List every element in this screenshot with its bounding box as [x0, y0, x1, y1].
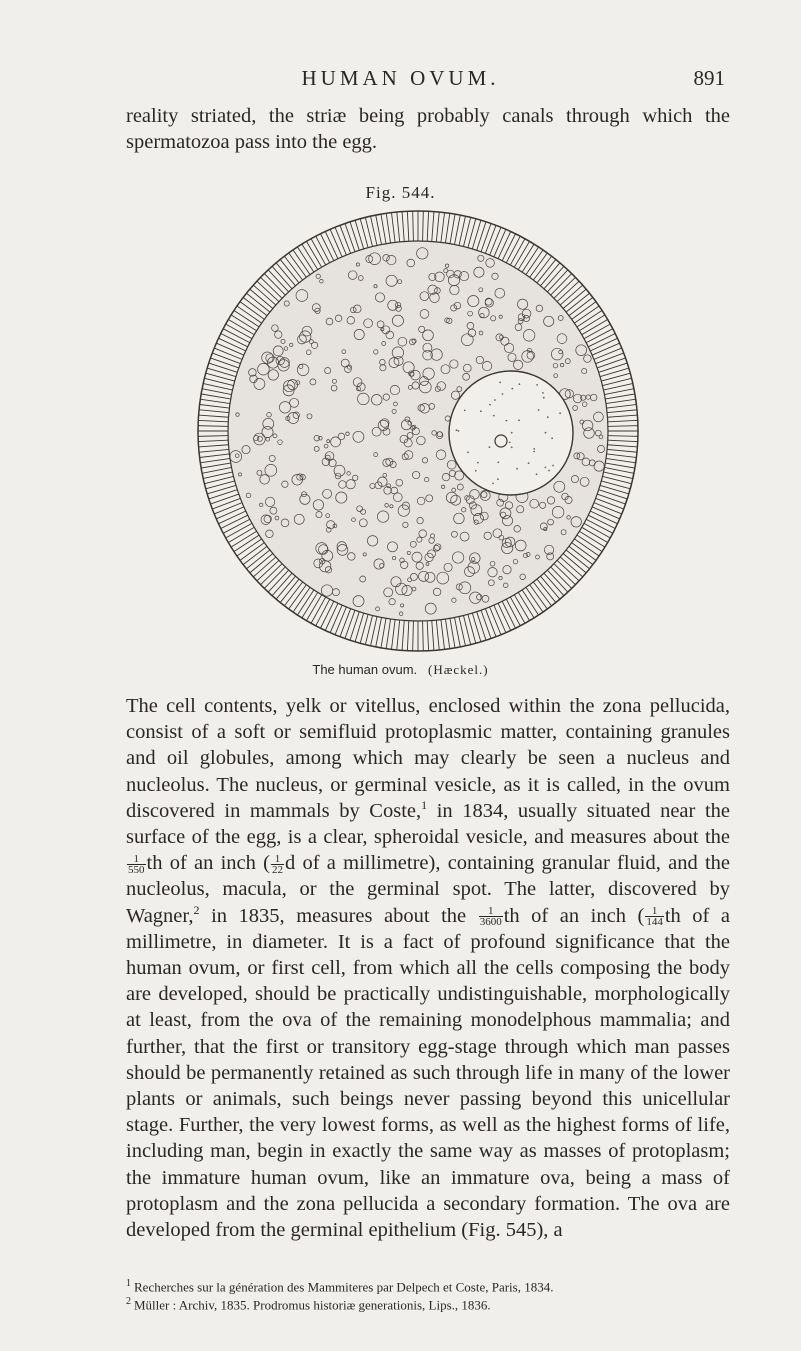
page-header: [0, 66, 801, 96]
fraction-numerator: 1: [127, 854, 146, 865]
fraction-denominator: 144: [646, 916, 663, 929]
main-paragraph: [126, 693, 730, 1243]
fraction: [127, 854, 146, 875]
running-head: HUMAN OVUM.: [301, 66, 500, 90]
text-run: th of a millimetre, in diameter. It is a fact of profound significance that the human ovum, or first cell, from which all the cells composing the body are developed, should be practically undistinguishable, morphologically at least, from the ova of the remaining monodelphous mammalia; and further, that the first or transitory egg-stage through which man passes should be permanently retained as such through life in many of the lower plants or animals, such beings never passing beyond this unicellular stage. Further, the very lowest forms, as well as the highest forms of life, including man, begin in exactly the same way as masses of protoplasm; the immature human ovum, like an immature ova, being a mass of protoplasm and the zona pellucida a secondary formation. The ova are developed from the germinal epithelium (Fig. 545), a: [126, 904, 730, 1242]
text-run: th of an inch (: [503, 904, 645, 927]
fraction-denominator: 3600: [479, 916, 502, 929]
figure-label: Fig. 544.: [365, 183, 436, 202]
footnote-text: Müller : Archiv, 1835. Prodromus historiæ generationis, Lips., 1836.: [134, 1297, 491, 1313]
text-run: in 1834, usually situated near the surface of the egg, is a clear, spheroidal vesicle, and measures about the: [126, 799, 730, 849]
fraction-numerator: 1: [479, 906, 503, 917]
fraction-denominator: 550: [128, 864, 145, 877]
fraction: [479, 906, 503, 927]
fraction-denominator: 22: [271, 864, 283, 877]
footnote-mark: 1: [126, 1278, 131, 1289]
fraction: [271, 854, 284, 875]
ovum-drawing: [193, 206, 643, 656]
caption-author: (Hæckel.): [428, 662, 489, 677]
germinal-spot: [495, 435, 507, 447]
fraction-numerator: 1: [645, 906, 664, 917]
caption-text: The human ovum.: [312, 662, 418, 677]
text-run: d of a millimetre), containing granular fluid, and the nucleolus, macula, or the germinal spot. The latter, discovered by Wagner,: [126, 852, 730, 927]
text-run: in 1835, measures about the: [199, 904, 478, 927]
page-number: 891: [693, 66, 725, 90]
footnote-ref: 1: [421, 797, 428, 812]
footnote: [126, 1294, 730, 1312]
footnote: [126, 1276, 730, 1294]
intro-paragraph: reality striated, the striæ being probably canals through which the spermatozoa pass into the egg.: [126, 105, 730, 154]
footnote-text: Recherches sur la génération des Mammiteres par Delpech et Coste, Paris, 1834.: [134, 1279, 554, 1295]
text-run: The cell contents, yelk or vitellus, enclosed within the zona pellucida, consist of a soft or semifluid protoplasmic matter, containing granules and oil globules, among which may clearly be seen a nucleus and nucleolus. The nucleus, or germinal vesicle, as it is called, in the ovum discovered in mammals by Coste,: [126, 695, 730, 822]
footnotes: [126, 1276, 730, 1313]
fraction-numerator: 1: [271, 854, 284, 865]
figure-caption: [0, 662, 801, 678]
ovum-illustration: [193, 206, 643, 656]
text-run: th of an inch (: [146, 852, 270, 875]
fraction: [645, 906, 664, 927]
footnote-mark: 2: [126, 1296, 131, 1308]
footnote-ref: 2: [193, 902, 200, 917]
